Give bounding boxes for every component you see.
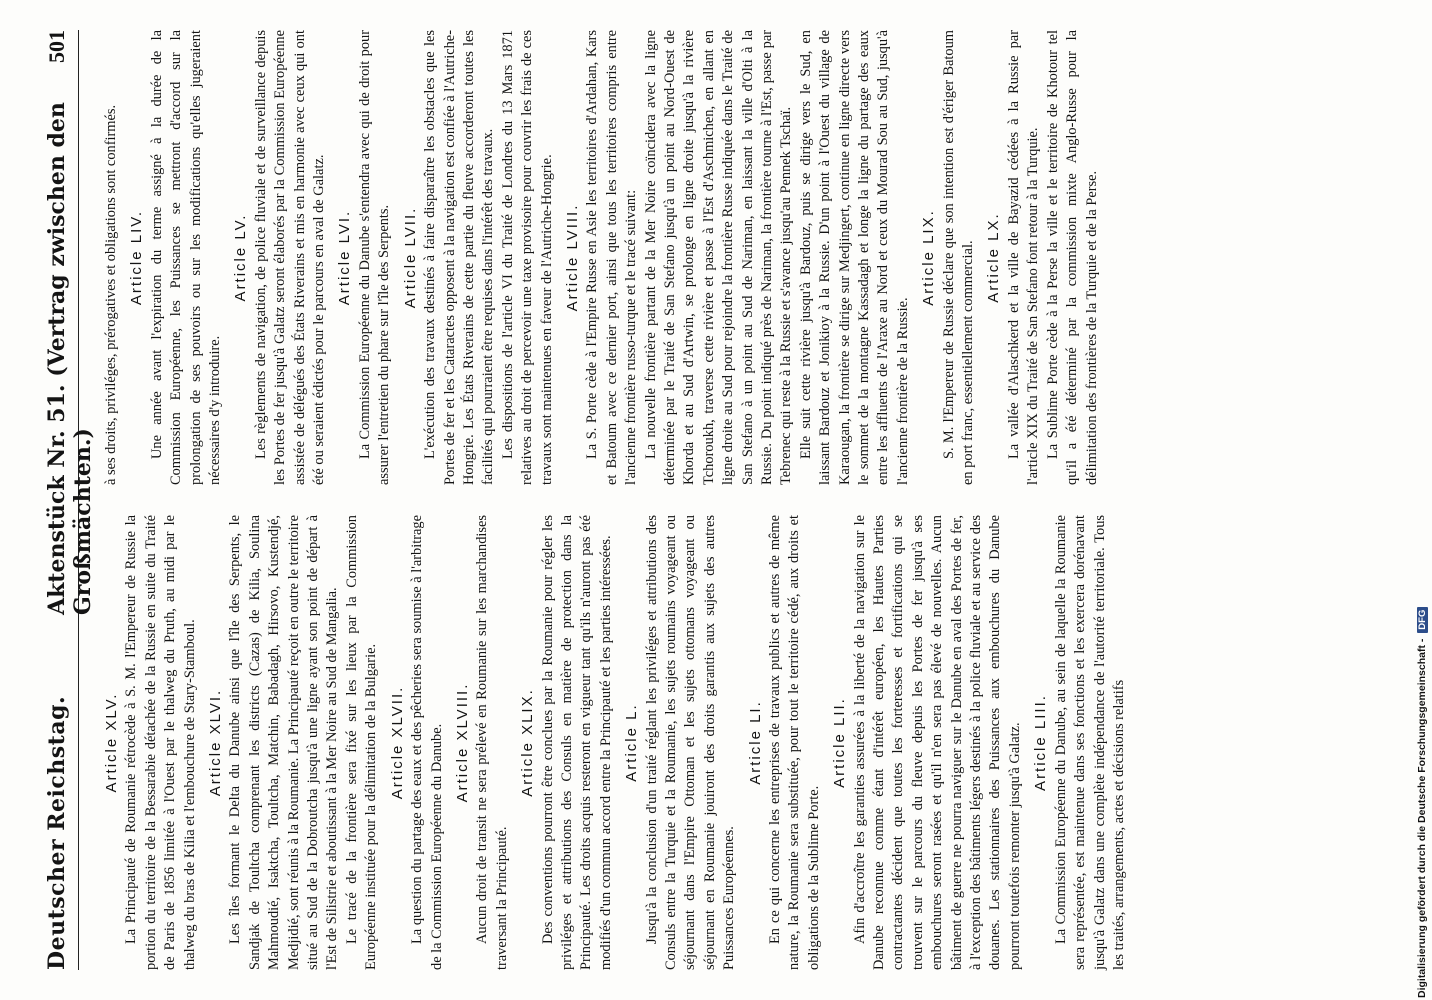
article-heading: Article LX. [985,212,1003,303]
left-text-column [96,515,1129,970]
digitization-credit-text: Digitalisierung gefördert durch die Deutsche Forschungsgemeinschaft - [1416,638,1428,998]
article-section [830,515,1025,970]
article-paragraph: La Commission Européenne du Danube, au sein de laquelle la Roumanie sera représentée, est maintenue dans ses fonctions et les exercera dorénavant jusqu'à Galatz dans une complète indépendance de l'autorité territoriale. Tous les traités, arrangements, actes et décisions relatifs [1052,515,1127,970]
article-heading: Article LII. [831,697,849,788]
article-paragraph: Afin d'accroître les garanties assurées à la liberté de la navigation sur le Danube reconnue comme étant d'intérêt européen, les Hautes Parties contractantes décident que toutes les forteresses et fortifications qui se trouvent sur le parcours du fleuve depuis les Portes de fer jusqu'à ses embouchures seront rasées et qu'il n'en sera pas élevé de nouvelles. Aucun bâtiment de guerre ne pourra naviguer sur le Danube en aval des Portes de fer, à l'exception des bâtiments légers destinés à la police fluviale et au service des douanes. Les stationnaires des Puissances aux embouchures du Danube pourront toutefois remonter jusqu'à Galatz. [851,515,1023,970]
article-paragraph: La S. Porte cède à l'Empire Russe en Asie les territoires d'Ardahan, Kars et Batoum avec ce dernier port, ainsi que tous les territoires compris entre l'ancienne frontière russo-turque et le tracé suivant: [584,30,640,485]
article-paragraph: Elle suit cette rivière jusqu'à Bardouz, puis se dirige vers le Sud, en laissant Bardouz et Jonikioy à la Russie. D'un point à l'Ouest du village de Karaougan, la frontière se dirige sur Medjingert, continue en ligne directe vers le sommet de la montagne Kassadagh et longe la ligne du partage des eaux entre les affluents de l'Araxe au Nord et ceux du Mourad Sou au Sud, jusqu'à l'ancienne frontière de la Russie. [797,30,911,485]
article-section [919,30,978,485]
right-text-column [96,30,1102,485]
article-heading: Article LV. [232,213,250,302]
article-paragraph: Le tracé de la frontière sera fixé sur les lieux par la Commission Européenne instituée pour la délimitation de la Bulgarie. [343,515,380,970]
article-heading: Article XLVIII. [453,682,471,803]
article-paragraph: La question du partage des eaux et des pêcheries sera soumise à l'arbitrage de la Commission Européenne du Danube. [409,515,445,970]
article-section [102,30,121,485]
article-section [518,515,616,970]
article-heading: Article LVIII. [563,203,581,312]
article-section [984,30,1101,485]
digitization-credit [1416,278,1430,998]
article-heading: Article XLIX. [519,688,537,797]
header-title: Deutscher Reichstag. [44,695,70,970]
article-paragraph: Les dispositions de l'article VI du Traité de Londres du 13 Mars 1871 relatives au droit de percevoir une taxe provisoire pour couvrir les frais de ces travaux sont maintenues en faveur de l'Autriche-Hongrie. [499,30,555,485]
article-paragraph: La Commission Européenne du Danube s'entendra avec qui de droit pour assurer l'entretien du phare sur l'île des Serpents. [356,30,393,485]
article-heading: Article LVI. [336,209,354,306]
article-heading: Article L. [623,703,641,782]
article-paragraph: à ses droits, priviléges, prérogatives et obligations sont confirmés. [103,104,119,485]
page-number: 501 [44,30,69,63]
article-heading: Article XLV. [103,692,120,793]
article-paragraph: La vallée d'Alaschkerd et la ville de Bayazid cédées à la Russie par l'article XIX du Traité de San Stefano font retour à la Turquie. [1005,30,1042,485]
article-section [1031,515,1129,970]
article-section [453,515,512,970]
article-paragraph: La Sublime Porte cède à la Perse la ville et le territoire de Khotour tel qu'il a été déterminé par la commission mixte Anglo-Russe pour la délimitation des frontières de la Turquie et de la Perse. [1044,30,1100,485]
article-section [127,30,225,485]
article-section [622,515,739,970]
dfg-logo-badge: DFG [1417,607,1428,633]
article-paragraph: Une année avant l'expiration du terme assigné à la durée de la Commission Européenne, les Puissances se mettront d'accord sur la prolongation de ses pouvoirs ou sur les modifications qu'elles jugeraient nécessaires d'y introduire. [148,30,224,485]
article-heading: Article LIV. [128,209,146,306]
article-section [206,515,382,970]
article-section [563,30,913,485]
article-heading: Article LVII. [401,206,419,309]
article-section [102,515,200,970]
header-document-reference: Aktenstück Nr. 51. (Vertrag zwischen den Großmächten.) [44,102,96,615]
article-paragraph: Des conventions pourront être conclues par la Roumanie pour régler les priviléges et attributions des Consuls en matière de protection dans la Principauté. Les droits acquis resteront en vigueur tant qu'ils n'auront pas été modifiés d'un commun accord entre la Principauté et les parties intéressées. [539,515,614,970]
article-section [231,30,329,485]
article-paragraph: S. M. l'Empereur de Russie déclare que son intention est d'ériger Batoum en port franc, essentiellement commercial. [940,30,977,485]
article-section [335,30,394,485]
article-section [746,515,825,970]
article-heading: Article XLVI. [207,688,225,797]
article-heading: Article LIII. [1032,694,1050,791]
running-header [38,30,96,970]
article-heading: Article LIX. [920,209,938,306]
article-paragraph: En ce qui concerne les entreprises de travaux publics et autres de même nature, la Roumanie sera substituée, pour tout le territoire cédé, aux droits et obligations de la Sublime Porte. [767,515,822,970]
article-paragraph: Jusqu'à la conclusion d'un traité réglant les priviléges et attributions des Consuls entre la Turquie et la Roumanie, les sujets roumains voyageant ou séjournant dans l'Empire Ottoman et les sujets ottomans voyageant ou séjournant en Roumanie jouiront des droits garantis aux sujets des autres Puissances Européennes. [643,515,738,970]
article-paragraph: La Principauté de Roumanie rétrocède à S. M. l'Empereur de Russie la portion du territoire de la Bessarabie détachée de la Russie en suite du Traité de Paris de 1856 limitée à l'Ouest par le thalweg du Pruth, au midi par le thalweg du bras de Kilia et l'embouchure de Stary-Stamboul. [123,515,198,970]
article-section [388,515,447,970]
article-heading: Article LI. [746,700,764,785]
article-paragraph: La nouvelle frontière partant de la Mer Noire coïncidera avec la ligne déterminée par le Traité de San Stefano jusqu'à un point au Nord-Ouest de Khorda et au Sud d'Artwin, se prolonge en ligne droite jusqu'à la rivière Tchoroukh, traverse cette rivière et passe à l'Est d'Aschmichen, en allant en ligne droite au Sud pour rejoindre la frontière Russe indiquée dans le Traité de San Stefano à un point au Sud de Nariman, en laissant la ville d'Olti à la Russie. Du point indiqué près de Nariman, la frontière tourne à l'Est, passe par Tebrenec qui reste à la Russie et s'avance jusqu'au Pennek Tschaï. [642,30,795,485]
article-paragraph: Les règlements de navigation, de police fluviale et de surveillance depuis les Portes de fer jusqu'à Galatz seront élaborés par la Commission Européenne assistée de délégués des États Riverains et mis en harmonie avec ceux qui ont été ou seraient édictés pour le parcours en aval de Galatz. [252,30,328,485]
article-section [401,30,557,485]
article-paragraph: Les îles formant le Delta du Danube ainsi que l'île des Serpents, le Sandjak de Toultcha comprenant les districts (Cazas) de Kilia, Soulina Mahmoudié, Isaktcha, Toultcha, Matchin, Babadagh, Hirsovo, Kustendjé, Medjidié, sont réunis à la Roumanie. La Principauté reçoit en outre le territoire situé au Sud de la Dobroutcha jusqu'à une ligne ayant son point de départ à l'Est de Silistrie et aboutissant à la Mer Noire au Sud de Mangalia. [227,515,341,970]
article-paragraph: Aucun droit de transit ne sera prélevé en Roumanie sur les marchandises traversant la Principauté. [474,515,510,970]
article-paragraph: L'exécution des travaux destinés à faire disparaître les obstacles que les Portes de fer et les Cataractes opposent à la navigation est confiée à l'Autriche-Hongrie. Les États Riverains de cette partie du fleuve accorderont toutes les facilités qui pourraient être requises dans l'intérêt des travaux. [422,30,497,485]
article-heading: Article XLVII. [388,685,406,800]
